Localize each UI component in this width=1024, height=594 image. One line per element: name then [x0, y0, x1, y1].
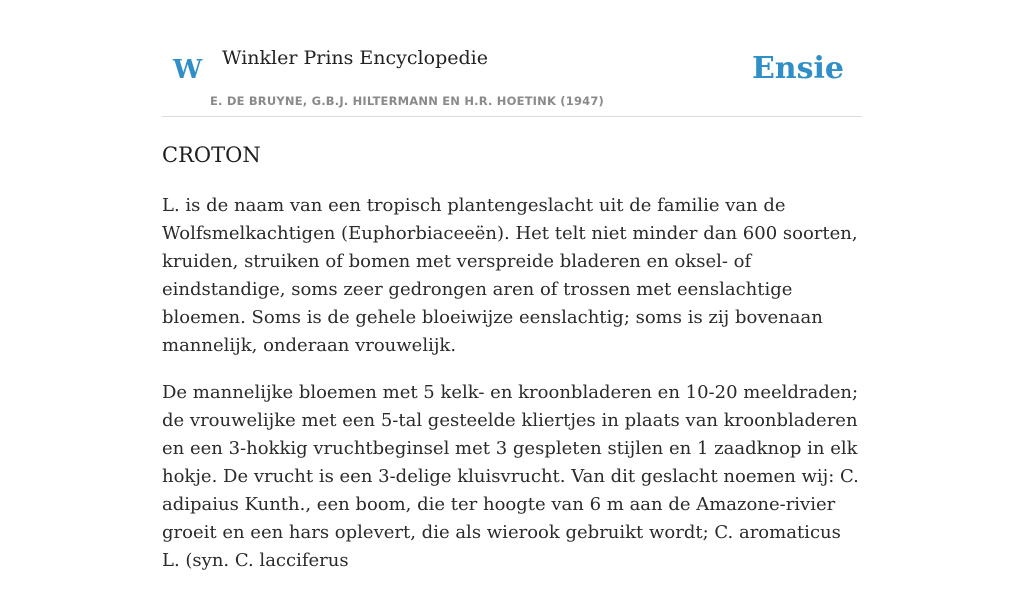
article-paragraph: L. is de naam van een tropisch plantengeslacht uit de familie van de Wolfsmelkachtigen (Euphorbiaceeën). Het telt niet minder dan 600 soorten, kruiden, struiken of bomen met verspreide bladeren en oksel- of eindstandige, soms zeer gedrongen aren of trossen met eenslachtige bloemen. Soms is de gehele bloeiwijze eenslachtig; soms is zij bovenaan mannelijk, onderaan vrouwelijk.: [162, 195, 858, 356]
article-body: [162, 192, 862, 594]
article-paragraph: De mannelijke bloemen met 5 kelk- en kroonbladeren en 10-20 meeldraden; de vrouwelijke met een 5-tal gesteelde kliertjes in plaats van kroonbladeren en een 3-hokkig vruchtbeginsel met 3 gespleten stijlen en 1 zaadknop in elk hokje. De vrucht is een 3-delige kluisvrucht. Van dit geslacht noemen wij: C. adipaius Kunth., een boom, die ter hoogte van 6 m aan de Amazone-rivier groeit en een hars oplevert, die als wierook gebruikt wordt; C. aromaticus L. (syn. C. lacciferus: [162, 382, 859, 571]
source-authors: E. DE BRUYNE, G.B.J. HILTERMANN EN H.R. HOETINK (1947): [210, 94, 605, 108]
page: [162, 0, 862, 571]
source-header: [162, 0, 862, 117]
ensie-logo[interactable]: Ensie: [751, 51, 844, 86]
article-title: CROTON: [162, 143, 261, 167]
source-title[interactable]: Winkler Prins Encyclopedie: [222, 47, 488, 69]
source-logo-icon: W: [173, 55, 203, 85]
